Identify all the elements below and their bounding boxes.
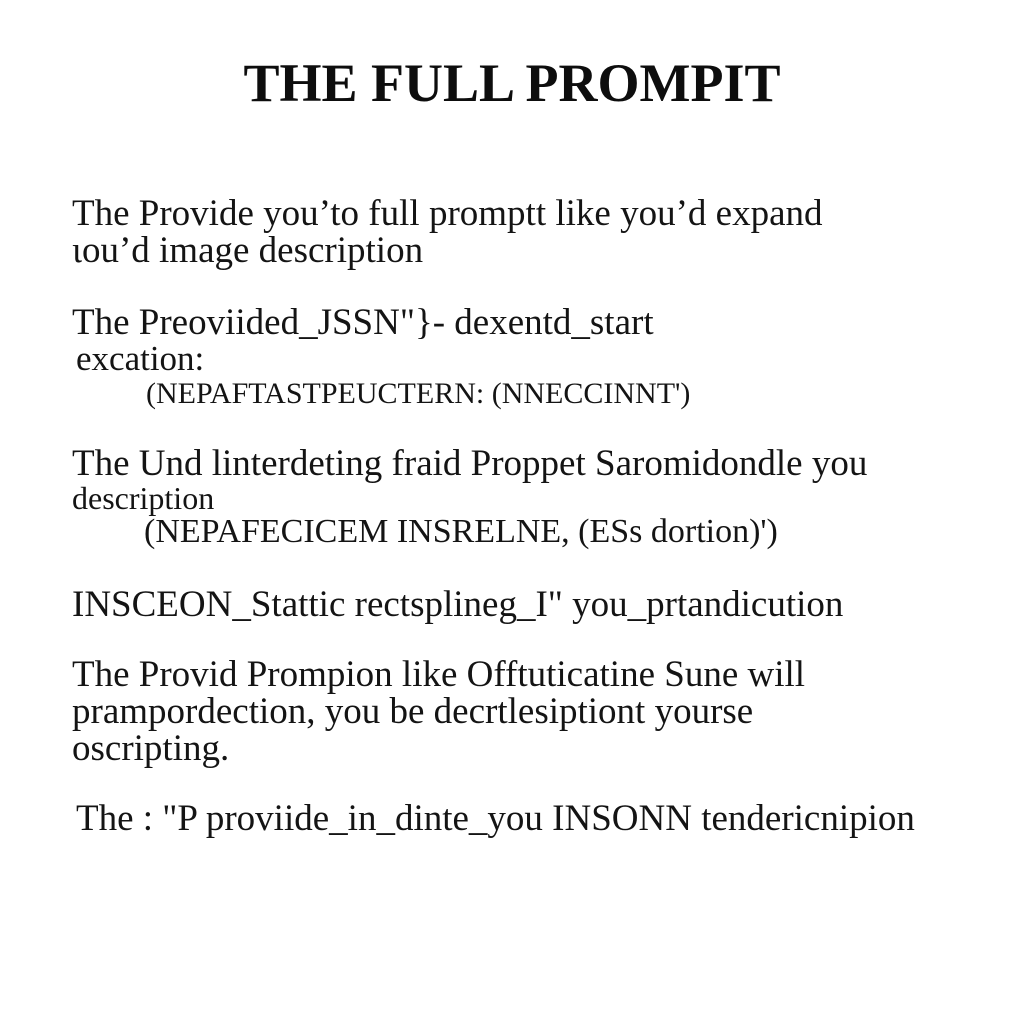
text-line: ιou’d image description: [72, 230, 424, 271]
text-line: excation:: [76, 339, 205, 378]
indented-text-line: (NEPAFTASTPEUCTERN: (NNECCINNT'): [146, 377, 691, 410]
text-line: description: [72, 480, 215, 516]
text-line: oscripting.: [72, 728, 230, 769]
indented-text-line: (NEPAFECICEM INSRELNE, (ESs dortion)'): [144, 513, 778, 550]
text-line: The Provide you’to full promptt like you’d expand: [72, 193, 823, 234]
text-line: The Provid Prompion like Offtuticatine Sune will: [72, 654, 806, 695]
text-line: INSCEON_Stattic rectsplineg_I" you_prtandicution: [72, 584, 844, 625]
text-line: The : "P proviide_in_dinte_you INSONN tendericnipion: [76, 798, 915, 839]
text-line: prampordection, you be decrtlesiptiont yourse: [72, 691, 754, 732]
text-line: The Preoviided_JSSN"}- dexentd_start: [72, 302, 654, 343]
page-title: THE FULL PROMPIT: [243, 53, 781, 113]
text-line: The Und linterdeting fraid Proppet Saromidondle you: [72, 443, 868, 484]
